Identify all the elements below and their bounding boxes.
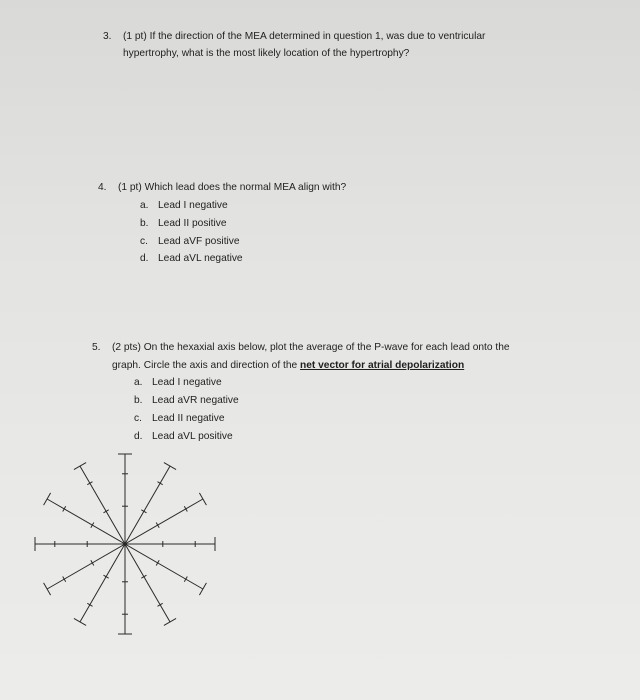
option-text: Lead II positive — [158, 218, 227, 229]
axis-lead-avl-tick — [91, 560, 94, 565]
axis-lead-avl-tick — [156, 523, 159, 528]
hexaxial-axes-group — [35, 454, 215, 634]
option-letter: d. — [134, 431, 143, 442]
question-3 — [103, 28, 603, 68]
axis-lead-avr-end-cap — [199, 583, 206, 595]
axis-lead-avr-tick — [156, 560, 159, 565]
option-letter: a. — [134, 377, 143, 388]
question-3-number: 3. — [103, 31, 112, 42]
option-letter: c. — [140, 236, 148, 247]
option-text: Lead I negative — [152, 377, 222, 388]
option-letter: b. — [140, 218, 149, 229]
axis-lead-iii-end-cap — [164, 463, 176, 470]
option-letter: d. — [140, 253, 149, 264]
question-4 — [98, 179, 518, 199]
axis-lead-avl-end-cap — [199, 493, 206, 505]
axis-lead-ii-end-cap — [74, 463, 86, 470]
axis-lead-avr-tick — [91, 523, 94, 528]
question-3-line-1: (1 pt) If the direction of the MEA determined in question 1, was due to ventricular — [123, 31, 486, 42]
axis-lead-avl-tick — [184, 506, 187, 511]
question-4-number: 4. — [98, 182, 107, 193]
question-5-number: 5. — [92, 342, 101, 353]
axis-lead-avl-tick — [63, 577, 66, 582]
axis-lead-ii-tick — [158, 603, 163, 606]
question-5-line-1: (2 pts) On the hexaxial axis below, plot the average of the P-wave for each lead onto the — [112, 342, 510, 353]
option-text: Lead aVF positive — [158, 236, 240, 247]
axis-lead-avr-end-cap — [44, 493, 51, 505]
axis-lead-ii-tick — [87, 482, 92, 485]
net-vector-emphasis: net vector for atrial depolarization — [300, 360, 465, 371]
hexaxial-axis-diagram[interactable] — [30, 440, 230, 640]
question-5 — [92, 339, 632, 379]
question-3-line-2: hypertrophy, what is the most likely location of the hypertrophy? — [123, 48, 410, 59]
question-4-stem: (1 pt) Which lead does the normal MEA align with? — [118, 182, 347, 193]
axis-lead-iii-tick — [104, 575, 109, 578]
question-5-line-2 — [112, 357, 464, 374]
axis-lead-iii-tick — [87, 603, 92, 606]
axis-lead-iii-tick — [141, 510, 146, 513]
option-text: Lead aVR negative — [152, 395, 239, 406]
axis-lead-avl-end-cap — [44, 583, 51, 595]
axis-lead-ii-end-cap — [164, 618, 176, 625]
axis-lead-iii-end-cap — [74, 618, 86, 625]
option-letter: b. — [134, 395, 143, 406]
axis-lead-avr-tick — [63, 506, 66, 511]
option-letter: a. — [140, 200, 149, 211]
option-text: Lead aVL negative — [158, 253, 243, 264]
axis-lead-ii-tick — [141, 575, 146, 578]
option-text: Lead aVL positive — [152, 431, 233, 442]
axis-lead-ii-tick — [104, 510, 109, 513]
axis-lead-avr-tick — [184, 577, 187, 582]
question-5-line-2-prefix: graph. Circle the axis and direction of the — [112, 360, 301, 371]
axis-lead-iii-tick — [158, 482, 163, 485]
option-letter: c. — [134, 413, 142, 424]
option-text: Lead II negative — [152, 413, 225, 424]
option-text: Lead I negative — [158, 200, 228, 211]
